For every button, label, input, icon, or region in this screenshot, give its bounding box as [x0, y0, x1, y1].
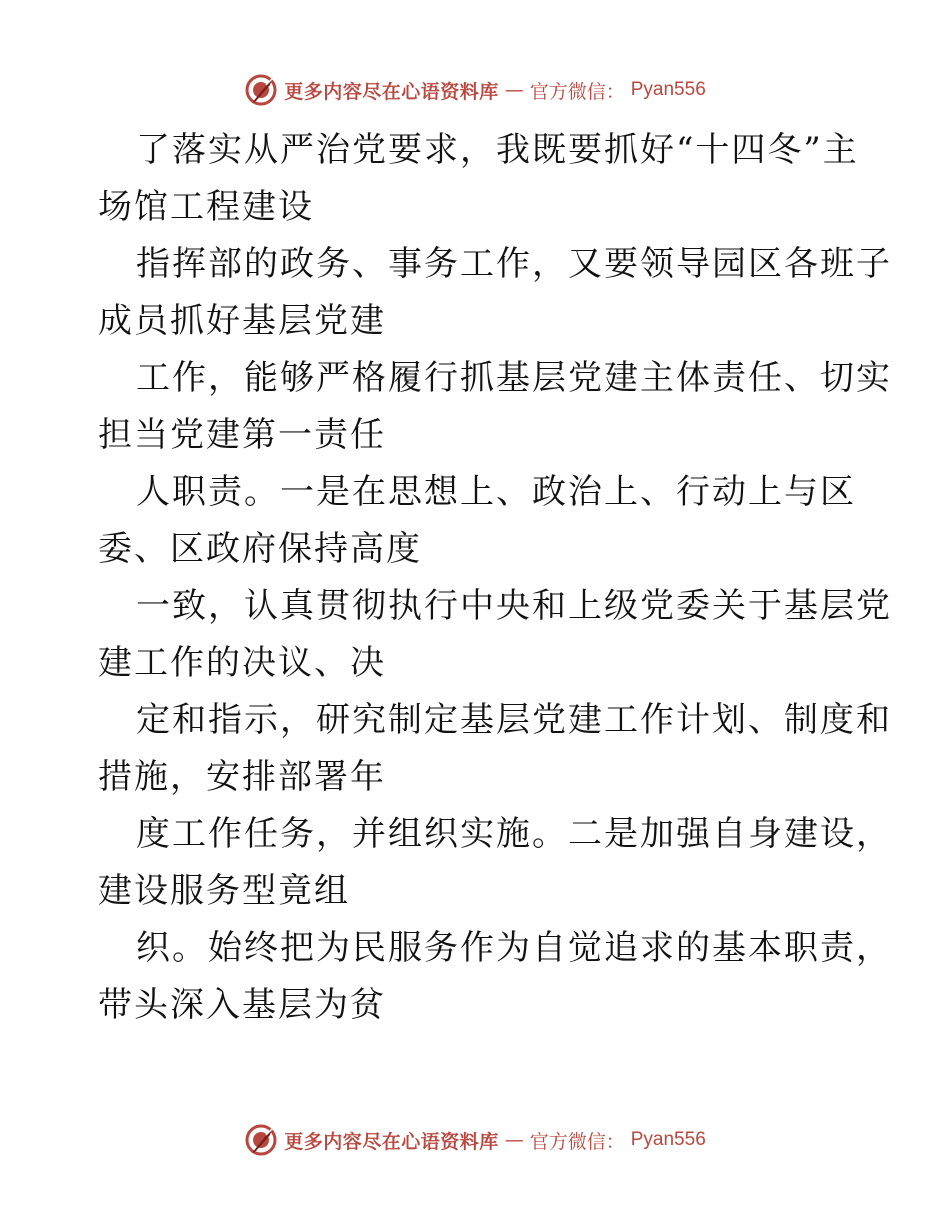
quill-logo-icon	[244, 1123, 278, 1157]
paragraph-line: 担当党建第一责任	[98, 415, 386, 455]
paragraph-line: 建设服务型竟组	[98, 871, 350, 911]
document-body	[98, 122, 892, 1034]
banner-contact-label: 官方微信：	[529, 1130, 625, 1153]
paragraph-line: 了落实从严治党要求，我既要抓好“十四冬”主	[136, 130, 859, 170]
paragraph	[98, 806, 892, 920]
paragraph-line: 定和指示，研究制定基层党建工作计划、制度和	[136, 700, 892, 740]
banner-separator: —	[504, 79, 524, 101]
banner-contact-id: Pyan556	[630, 79, 706, 100]
paragraph	[98, 122, 858, 236]
paragraph-line: 建工作的决议、决	[98, 643, 386, 683]
banner-contact-label: 官方微信：	[529, 80, 625, 103]
paragraph-line: 一致，认真贯彻执行中央和上级党委关于基层党	[136, 586, 892, 626]
paragraph	[98, 578, 892, 692]
paragraph	[98, 350, 892, 464]
paragraph-line: 人职责。一是在思想上、政治上、行动上与区	[136, 472, 856, 512]
footer-watermark-banner	[0, 1120, 950, 1160]
paragraph-line: 指挥部的政务、事务工作，又要领导园区各班子	[136, 244, 892, 284]
paragraph	[98, 920, 892, 1034]
banner-separator: —	[504, 1129, 524, 1151]
paragraph-line: 成员抓好基层党建	[98, 301, 386, 341]
paragraph-line: 委、区政府保持高度	[98, 529, 422, 569]
quill-logo-icon	[244, 73, 278, 107]
paragraph-line: 场馆工程建设	[98, 187, 314, 227]
banner-contact-id: Pyan556	[630, 1129, 706, 1150]
paragraph	[98, 464, 858, 578]
banner-brand-text: 更多内容尽在心语资料库	[284, 1130, 499, 1153]
paragraph-line: 带头深入基层为贫	[98, 985, 386, 1025]
header-watermark-banner	[0, 70, 950, 110]
paragraph	[98, 236, 892, 350]
banner-brand-text: 更多内容尽在心语资料库	[284, 80, 499, 103]
paragraph-line: 度工作任务，并组织实施。二是加强自身建设，	[136, 814, 892, 854]
paragraph	[98, 692, 892, 806]
paragraph-line: 措施，安排部署年	[98, 757, 386, 797]
paragraph-line: 织。始终把为民服务作为自觉追求的基本职责，	[136, 928, 892, 968]
paragraph-line: 工作，能够严格履行抓基层党建主体责任、切实	[136, 358, 892, 398]
